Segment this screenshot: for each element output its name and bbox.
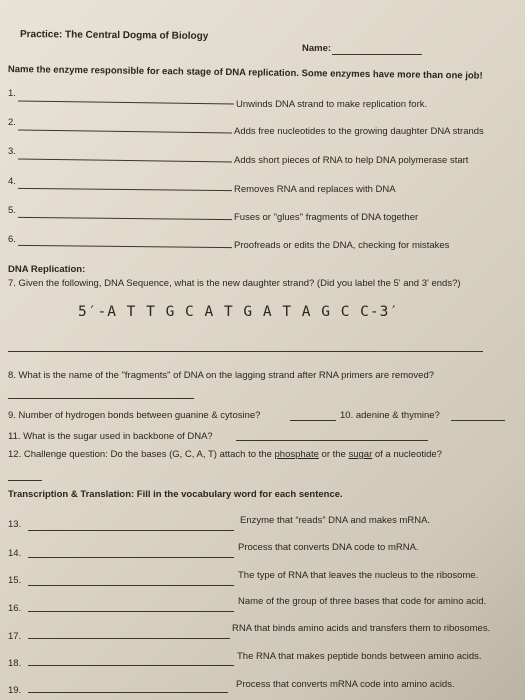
- section1-instruction: Name the enzyme responsible for each stage of DNA replication. Some enzymes have more than one job!: [7, 64, 483, 82]
- item-description: Proofreads or edits the DNA, checking for mistakes: [234, 240, 450, 251]
- answer-line[interactable]: [28, 530, 234, 531]
- answer-line[interactable]: [18, 100, 234, 104]
- item-number: 16.: [8, 603, 22, 614]
- item-number: 18.: [8, 658, 22, 669]
- question-8: 8. What is the name of the "fragments" of DNA on the lagging strand after RNA primers are removed?: [8, 370, 435, 381]
- answer-line[interactable]: [28, 611, 234, 612]
- item-description: The RNA that makes peptide bonds between amino acids.: [237, 651, 482, 662]
- answer-line-q11[interactable]: [236, 440, 428, 441]
- answer-line[interactable]: [28, 692, 228, 693]
- item-number: 19.: [8, 685, 22, 696]
- q12-sugar: sugar: [348, 449, 373, 460]
- q12-text-middle: or the: [318, 449, 349, 460]
- answer-line[interactable]: [18, 245, 232, 248]
- q12-phosphate: phosphate: [274, 449, 319, 460]
- item-description: Enzyme that “reads” DNA and makes mRNA.: [240, 515, 431, 526]
- answer-line-q10[interactable]: [451, 420, 505, 421]
- answer-line-q7[interactable]: [8, 351, 483, 352]
- item-number: 5.: [8, 205, 16, 216]
- item-description: RNA that binds amino acids and transfers them to ribosomes.: [232, 623, 491, 634]
- answer-line[interactable]: [18, 130, 232, 134]
- section2-heading: Transcription & Translation: Fill in the vocabulary word for each sentence.: [8, 489, 343, 500]
- answer-line[interactable]: [18, 188, 232, 191]
- item-description: Unwinds DNA strand to make replication fork.: [236, 99, 428, 110]
- answer-line[interactable]: [28, 638, 230, 639]
- answer-line-q8[interactable]: [8, 398, 194, 399]
- question-9: 9. Number of hydrogen bonds between guanine & cytosine?: [8, 410, 261, 421]
- answer-line[interactable]: [28, 665, 234, 666]
- item-number: 3.: [8, 146, 16, 157]
- item-description: Process that converts DNA code to mRNA.: [238, 542, 419, 553]
- question-7: 7. Given the following, DNA Sequence, what is the new daughter strand? (Did you label the 5' and 3' ends?): [8, 278, 461, 289]
- item-description: Process that converts mRNA code into amino acids.: [236, 679, 455, 690]
- answer-line[interactable]: [18, 217, 232, 220]
- item-description: Adds free nucleotides to the growing daughter DNA strands: [234, 126, 484, 137]
- item-description: Adds short pieces of RNA to help DNA polymerase start: [234, 155, 469, 166]
- item-description: Name of the group of three bases that code for amino acid.: [238, 596, 487, 607]
- q12-text-end: of a nucleotide?: [372, 449, 442, 460]
- replication-heading: DNA Replication:: [8, 264, 86, 275]
- item-number: 4.: [8, 176, 16, 187]
- answer-line-q9[interactable]: [290, 420, 336, 421]
- item-description: Removes RNA and replaces with DNA: [234, 184, 396, 195]
- item-number: 17.: [8, 631, 22, 642]
- question-10: 10. adenine & thymine?: [340, 410, 440, 421]
- worksheet-title: Practice: The Central Dogma of Biology: [19, 29, 209, 42]
- question-11: 11. What is the sugar used in backbone of DNA?: [8, 431, 213, 442]
- q12-text-start: 12. Challenge question: Do the bases (G, C, A, T) attach to the: [8, 449, 275, 460]
- question-12: [8, 449, 442, 460]
- item-number: 2.: [8, 117, 16, 128]
- item-description: Fuses or "glues" fragments of DNA together: [234, 212, 419, 223]
- item-number: 13.: [8, 519, 22, 530]
- item-number: 15.: [8, 575, 22, 586]
- answer-line-q12[interactable]: [8, 480, 42, 481]
- answer-line[interactable]: [18, 159, 232, 163]
- item-number: 1.: [8, 88, 16, 99]
- item-number: 6.: [8, 234, 16, 245]
- name-label: Name:: [302, 43, 332, 54]
- item-description: The type of RNA that leaves the nucleus to the ribosome.: [238, 570, 479, 581]
- dna-sequence: 5′-A T T G C A T G A T A G C C-3′: [78, 304, 400, 320]
- answer-line[interactable]: [28, 557, 234, 558]
- item-number: 14.: [8, 548, 22, 559]
- answer-line[interactable]: [28, 585, 234, 586]
- name-field-line[interactable]: [332, 54, 422, 55]
